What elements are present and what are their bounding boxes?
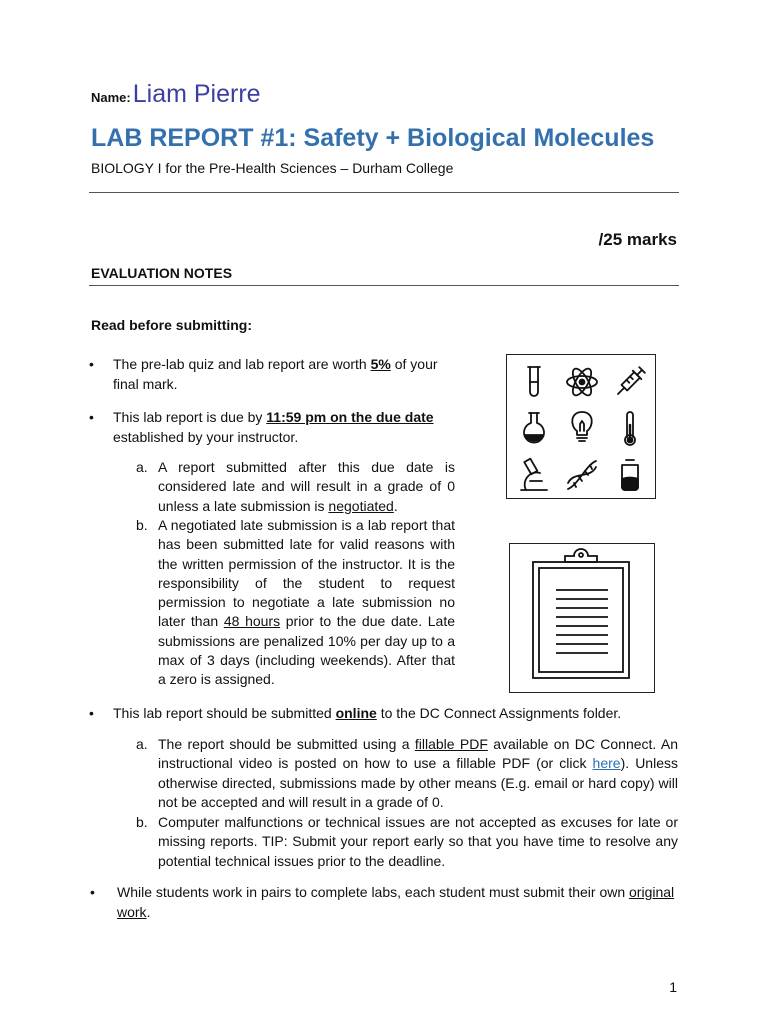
thermometer-icon bbox=[625, 412, 635, 445]
science-icons-panel bbox=[506, 354, 656, 499]
section-divider bbox=[89, 285, 679, 286]
sub-item-marker: a. bbox=[136, 736, 148, 752]
bullet-dot: • bbox=[90, 884, 95, 900]
sub-item-fillable-pdf bbox=[136, 735, 678, 812]
sub-item-technical bbox=[136, 813, 678, 871]
lightbulb-icon bbox=[572, 412, 591, 441]
bullet-item-original-work bbox=[90, 883, 677, 922]
sub-item-text: A negotiated late submission is a lab report that has been submitted late for valid reasons with the written permission of the instructor. It is the responsibility of the student to request permission to negotiate a late submission no later than 48 hours prior to the due date. Late submissions are penalized 10% per day up to a max of 3 days (including weekends). After that a zero is assigned. bbox=[158, 517, 455, 688]
sub-item-marker: b. bbox=[136, 517, 148, 533]
clipboard-icon bbox=[510, 544, 654, 692]
bullet-item-due bbox=[89, 408, 458, 447]
bullet-dot: • bbox=[89, 356, 94, 372]
here-link[interactable]: here bbox=[592, 755, 621, 772]
negotiated-term: negotiated bbox=[328, 497, 394, 514]
clipboard-panel bbox=[509, 543, 655, 693]
flask-icon bbox=[524, 413, 544, 443]
worth-percent: 5% bbox=[370, 356, 391, 372]
page-number: 1 bbox=[669, 979, 677, 995]
dna-icon bbox=[568, 461, 596, 489]
bullet-text: The pre-lab quiz and lab report are worth 5% of your final mark. bbox=[113, 356, 438, 392]
bullet-item-weight bbox=[89, 355, 458, 394]
page-subtitle: BIOLOGY I for the Pre-Health Sciences – Durham College bbox=[91, 160, 454, 176]
section-title: EVALUATION NOTES bbox=[91, 265, 233, 281]
name-label: Name: bbox=[91, 90, 131, 105]
sub-item-late bbox=[136, 458, 455, 516]
syringe-icon bbox=[614, 366, 647, 399]
original-work-term: original work bbox=[117, 884, 675, 920]
bullet-item-online bbox=[89, 704, 678, 724]
microscope-icon bbox=[521, 459, 547, 490]
bullet-dot: • bbox=[89, 409, 94, 425]
atom-icon bbox=[567, 366, 597, 398]
test-tube-icon bbox=[528, 367, 540, 396]
sub-item-marker: a. bbox=[136, 459, 148, 475]
fillable-pdf-term: fillable PDF bbox=[414, 736, 488, 752]
student-name: Liam Pierre bbox=[132, 80, 261, 108]
bullet-text: This lab report is due by 11:59 pm on the due date established by your instructor. bbox=[113, 409, 434, 445]
sub-item-negotiated bbox=[136, 516, 455, 690]
header-divider bbox=[89, 192, 679, 193]
online-term: online bbox=[335, 705, 377, 721]
due-time: 11:59 pm on the due date bbox=[266, 409, 434, 425]
name-row bbox=[91, 80, 261, 109]
sub-item-text: The report should be submitted using a fillable PDF available on DC Connect. An instructional video is posted on how to use a fillable PDF (or click here). Unless otherwise directed, submissions made by other means (E.g. email or hard copy) will not be accepted and will result in a grade of 0. bbox=[158, 736, 678, 810]
read-before-heading: Read before submitting: bbox=[91, 317, 253, 333]
sub-item-text: Computer malfunctions or technical issues are not accepted as excuses for late or missing reports. TIP: Submit your report early so that you have time to resolve any potential technical issues prior to the deadline. bbox=[158, 814, 678, 869]
sub-item-marker: b. bbox=[136, 814, 148, 830]
total-marks: /25 marks bbox=[598, 230, 677, 249]
bullet-text: While students work in pairs to complete labs, each student must submit their own original work. bbox=[117, 884, 675, 920]
hours-term: 48 hours bbox=[223, 613, 281, 630]
sub-item-text: A report submitted after this due date is considered late and will result in a grade of 0 unless a late submission is negotiated. bbox=[158, 459, 455, 514]
science-icons-grid bbox=[507, 355, 655, 498]
beaker-icon bbox=[622, 460, 638, 490]
bullet-dot: • bbox=[89, 705, 94, 721]
page-title: LAB REPORT #1: Safety + Biological Molecules bbox=[91, 124, 655, 152]
bullet-text: This lab report should be submitted online to the DC Connect Assignments folder. bbox=[113, 705, 622, 721]
